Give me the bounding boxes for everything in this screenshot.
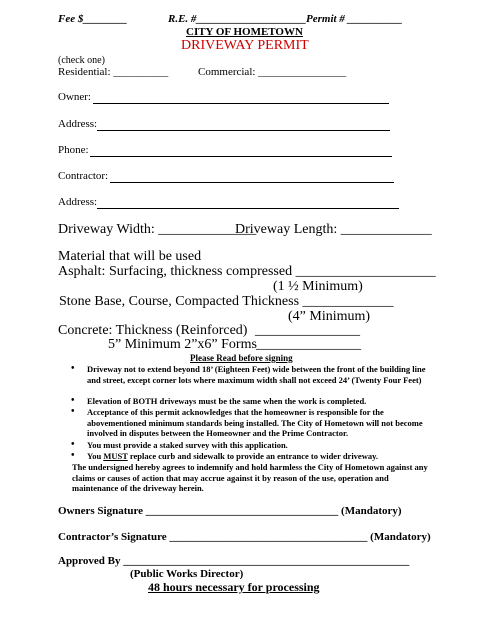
material-heading: Material that will be used [58, 249, 202, 264]
stone-base-field[interactable]: Stone Base, Course, Compacted Thickness _____________ [59, 294, 394, 309]
driveway-length-field[interactable]: Driveway Length: _____________ [235, 222, 432, 237]
notice-item-elevation: • Elevation of BOTH driveways must be the same when the work is completed. [87, 396, 433, 407]
stone-minimum: (4” Minimum) [288, 309, 371, 324]
check-one-label: (check one) [58, 55, 105, 66]
processing-notice: 48 hours necessary for processing [148, 580, 320, 594]
concrete-label: Concrete: Thickness (Reinforced) [58, 323, 248, 338]
contractor-signature-field[interactable]: Contractor’s Signature ____________________________________ (Mandatory) [58, 531, 431, 543]
curb-text-post: replace curb and sidewalk to provide an entrance to wider driveway. [127, 451, 378, 461]
notice-heading: Please Read before signing [190, 353, 293, 363]
approved-by-field[interactable]: Approved By ____________________________________________________ [58, 555, 410, 567]
contractor-label: Contractor: [58, 170, 109, 182]
notice-item-acceptance: • Acceptance of this permit acknowledges that the homeowner is responsible for the abovementioned minimum standards being installed. The City of Hometown will not become involved in disputes between the Homeowner and the Prime Contractor. [87, 407, 433, 439]
commercial-field[interactable]: Commercial: ________________ [198, 66, 347, 78]
owner-signature-field[interactable]: Owners Signature ___________________________________ (Mandatory) [58, 505, 402, 517]
forms-minimum: 5” Minimum 2”x6” Forms [108, 337, 257, 352]
contractor-input-line[interactable] [110, 182, 394, 183]
director-label: (Public Works Director) [130, 568, 244, 580]
owner-label: Owner: [58, 91, 91, 103]
driveway-width-field[interactable]: Driveway Width: ______________ [58, 222, 257, 237]
indemnity-paragraph: The undersigned hereby agrees to indemnify and hold harmless the City of Hometown against any claims or causes of action that may accrue against it by reason of the use, operation and maintenance of the driveway herein. [72, 462, 428, 493]
curb-text-pre: You [87, 451, 104, 461]
contractor-address-input-line[interactable] [97, 208, 399, 209]
re-number-field[interactable]: R.E. #____________________ [168, 13, 307, 25]
contractor-address-label: Address: [58, 196, 98, 208]
forms-field[interactable]: _______________ [256, 337, 361, 352]
owner-input-line[interactable] [93, 103, 389, 104]
phone-label: Phone: [58, 144, 89, 156]
permit-number-field[interactable]: Permit # __________ [306, 13, 403, 25]
curb-text-must: MUST [103, 451, 128, 461]
residential-field[interactable]: Residential: __________ [58, 66, 169, 78]
address-input-line[interactable] [97, 130, 390, 131]
city-name: CITY OF HOMETOWN [186, 26, 303, 38]
address-label: Address: [58, 118, 98, 130]
notice-item-survey: • You must provide a staked survey with this application. [87, 440, 433, 451]
notice-item-width: • Driveway not to extend beyond 18’ (Eighteen Feet) wide between the front of the building line and street, except corner lots where maximum width shall not exceed 24’ (Twenty Four Feet) [87, 364, 433, 385]
fee-field[interactable]: Fee $________ [58, 13, 128, 25]
asphalt-minimum: (1 ½ Minimum) [273, 279, 363, 294]
page-title: DRIVEWAY PERMIT [181, 38, 309, 53]
phone-input-line[interactable] [90, 156, 392, 157]
notice-item-curb [87, 451, 433, 462]
concrete-thickness-field[interactable]: _______________ [255, 323, 360, 338]
asphalt-field[interactable]: Asphalt: Surfacing, thickness compressed ____________________ [58, 264, 436, 279]
